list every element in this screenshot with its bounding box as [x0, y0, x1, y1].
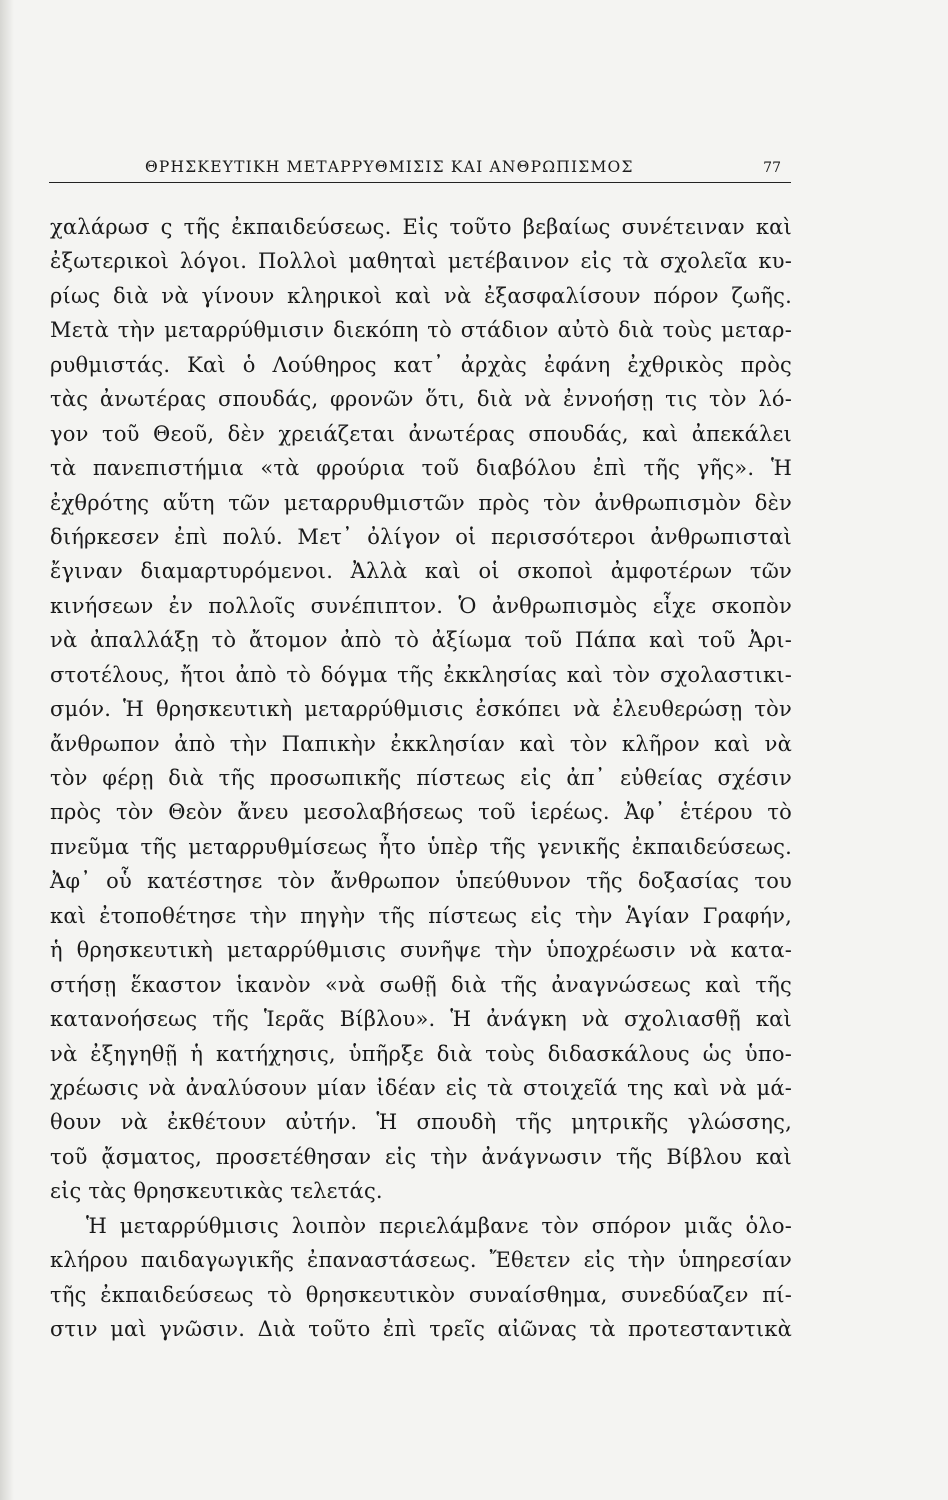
text-line: νὰ ἀπαλλάξῃ τὸ ἄτομον ἀπὸ τὸ ἀξίωμα τοῦ Πάπα καὶ τοῦ Ἀρι- — [50, 628, 792, 653]
text-line: ρυθμιστάς. Καὶ ὁ Λούθηρος κατ᾽ ἀρχὰς ἐφάνη ἐχθρικὸς πρὸς — [50, 352, 792, 377]
text-line: στοτέλους, ἤτοι ἀπὸ τὸ δόγμα τῆς ἐκκλησίας καὶ τὸν σχολαστικι- — [50, 662, 792, 687]
paragraph — [50, 210, 792, 1209]
text-line: διήρκεσεν ἐπὶ πολύ. Μετ᾽ ὀλίγον οἱ περισσότεροι ἀνθρωπισταὶ — [50, 524, 792, 549]
text-line: τοῦ ᾄσματος, προσετέθησαν εἰς τὴν ἀνάγνωσιν τῆς Βίβλου καὶ — [50, 1144, 792, 1169]
text-line: ἔγιναν διαμαρτυρόμενοι. Ἀλλὰ καὶ οἱ σκοποὶ ἀμφοτέρων τῶν — [50, 559, 792, 584]
text-line: Ἡ μεταρρύθμισις λοιπὸν περιελάμβανε τὸν σπόρον μιᾶς ὁλο- — [86, 1213, 792, 1238]
running-title: ΘΡΗΣΚΕΥΤΙΚΗ ΜΕΤΑΡΡΥΘΜΙΣΙΣ ΚΑΙ ΑΝΘΡΩΠΙΣΜΟΣ — [145, 158, 634, 176]
text-line: κινήσεων ἐν πολλοῖς συνέπιπτον. Ὁ ἀνθρωπισμὸς εἶχε σκοπὸν — [50, 593, 792, 618]
text-line: γον τοῦ Θεοῦ, δὲν χρειάζεται ἀνωτέρας σπουδάς, καὶ ἀπεκάλει — [50, 421, 792, 446]
text-line: τὰ πανεπιστήμια «τὰ φρούρια τοῦ διαβόλου ἐπὶ τῆς γῆς». Ἡ — [50, 456, 792, 481]
text-line: πρὸς τὸν Θεὸν ἄνευ μεσολαβήσεως τοῦ ἱερέως. Ἀφ᾽ ἑτέρου τὸ — [50, 800, 792, 825]
text-line: καὶ ἐτοποθέτησε τὴν πηγὴν τῆς πίστεως εἰς τὴν Ἁγίαν Γραφήν, — [50, 903, 792, 928]
text-line: νὰ ἐξηγηθῇ ἡ κατήχησις, ὑπῆρξε διὰ τοὺς διδασκάλους ὡς ὑπο- — [50, 1041, 792, 1066]
text-line: χρέωσις νὰ ἀναλύσουν μίαν ἰδέαν εἰς τὰ στοιχεῖά της καὶ νὰ μά- — [50, 1075, 792, 1100]
text-line: στιν μαὶ γνῶσιν. Διὰ τοῦτο ἐπὶ τρεῖς αἰῶνας τὰ προτεσταντικὰ — [50, 1317, 792, 1341]
text-line: τὰς ἀνωτέρας σπουδάς, φρονῶν ὅτι, διὰ νὰ ἐννοήσῃ τις τὸν λό- — [50, 387, 792, 412]
text-line: ρίως διὰ νὰ γίνουν κληρικοὶ καὶ νὰ ἐξασφαλίσουν πόρον ζωῆς. — [50, 283, 792, 308]
text-line: ἐξωτερικοὶ λόγοι. Πολλοὶ μαθηταὶ μετέβαινον εἰς τὰ σχολεῖα κυ- — [50, 249, 792, 274]
text-line: στήσῃ ἕκαστον ἱκανὸν «νὰ σωθῇ διὰ τῆς ἀναγνώσεως καὶ τῆς — [50, 972, 792, 997]
text-line: πνεῦμα τῆς μεταρρυθμίσεως ἦτο ὑπὲρ τῆς γενικῆς ἐκπαιδεύσεως. — [50, 834, 792, 859]
text-line: χαλάρωσ ς τῆς ἐκπαιδεύσεως. Εἰς τοῦτο βεβαίως συνέτειναν καὶ — [50, 215, 792, 239]
page-edge-shadow — [0, 0, 14, 1500]
running-header — [49, 148, 791, 183]
text-line: κλήρου παιδαγωγικῆς ἐπαναστάσεως. Ἔθετεν εἰς τὴν ὑπηρεσίαν — [50, 1248, 792, 1273]
text-line: σμόν. Ἡ θρησκευτικὴ μεταρρύθμισις ἐσκόπει νὰ ἐλευθερώσῃ τὸν — [50, 697, 792, 722]
text-line: εἰς τὰς θρησκευτικὰς τελετάς. — [50, 1179, 383, 1204]
text-line: Μετὰ τὴν μεταρρύθμισιν διεκόπη τὸ στάδιον αὐτὸ διὰ τοὺς μεταρ- — [50, 318, 792, 343]
paragraph — [50, 1209, 792, 1347]
text-line: ἡ θρησκευτικὴ μεταρρύθμισις συνῆψε τὴν ὑποχρέωσιν νὰ κατα- — [50, 938, 792, 963]
text-line: θουν νὰ ἐκθέτουν αὐτήν. Ἡ σπουδὴ τῆς μητρικῆς γλώσσης, — [50, 1110, 792, 1135]
text-line: Ἀφ᾽ οὗ κατέστησε τὸν ἄνθρωπον ὑπεύθυνον τῆς δοξασίας του — [50, 869, 792, 894]
text-line: ἄνθρωπον ἀπὸ τὴν Παπικὴν ἐκκλησίαν καὶ τὸν κλῆρον καὶ νὰ — [50, 731, 792, 756]
text-line: τὸν φέρῃ διὰ τῆς προσωπικῆς πίστεως εἰς ἀπ᾽ εὐθείας σχέσιν — [50, 766, 792, 790]
text-line: κατανοήσεως τῆς Ἱερᾶς Βίβλου». Ἡ ἀνάγκη νὰ σχολιασθῇ καὶ — [50, 1007, 792, 1032]
page-number: 77 — [763, 160, 781, 176]
text-line: τῆς ἐκπαιδεύσεως τὸ θρησκευτικὸν συναίσθημα, συνεδύαζεν πί- — [50, 1282, 792, 1307]
body-text — [50, 210, 792, 1346]
text-line: ἐχθρότης αὕτη τῶν μεταρρυθμιστῶν πρὸς τὸν ἀνθρωπισμὸν δὲν — [50, 490, 792, 515]
